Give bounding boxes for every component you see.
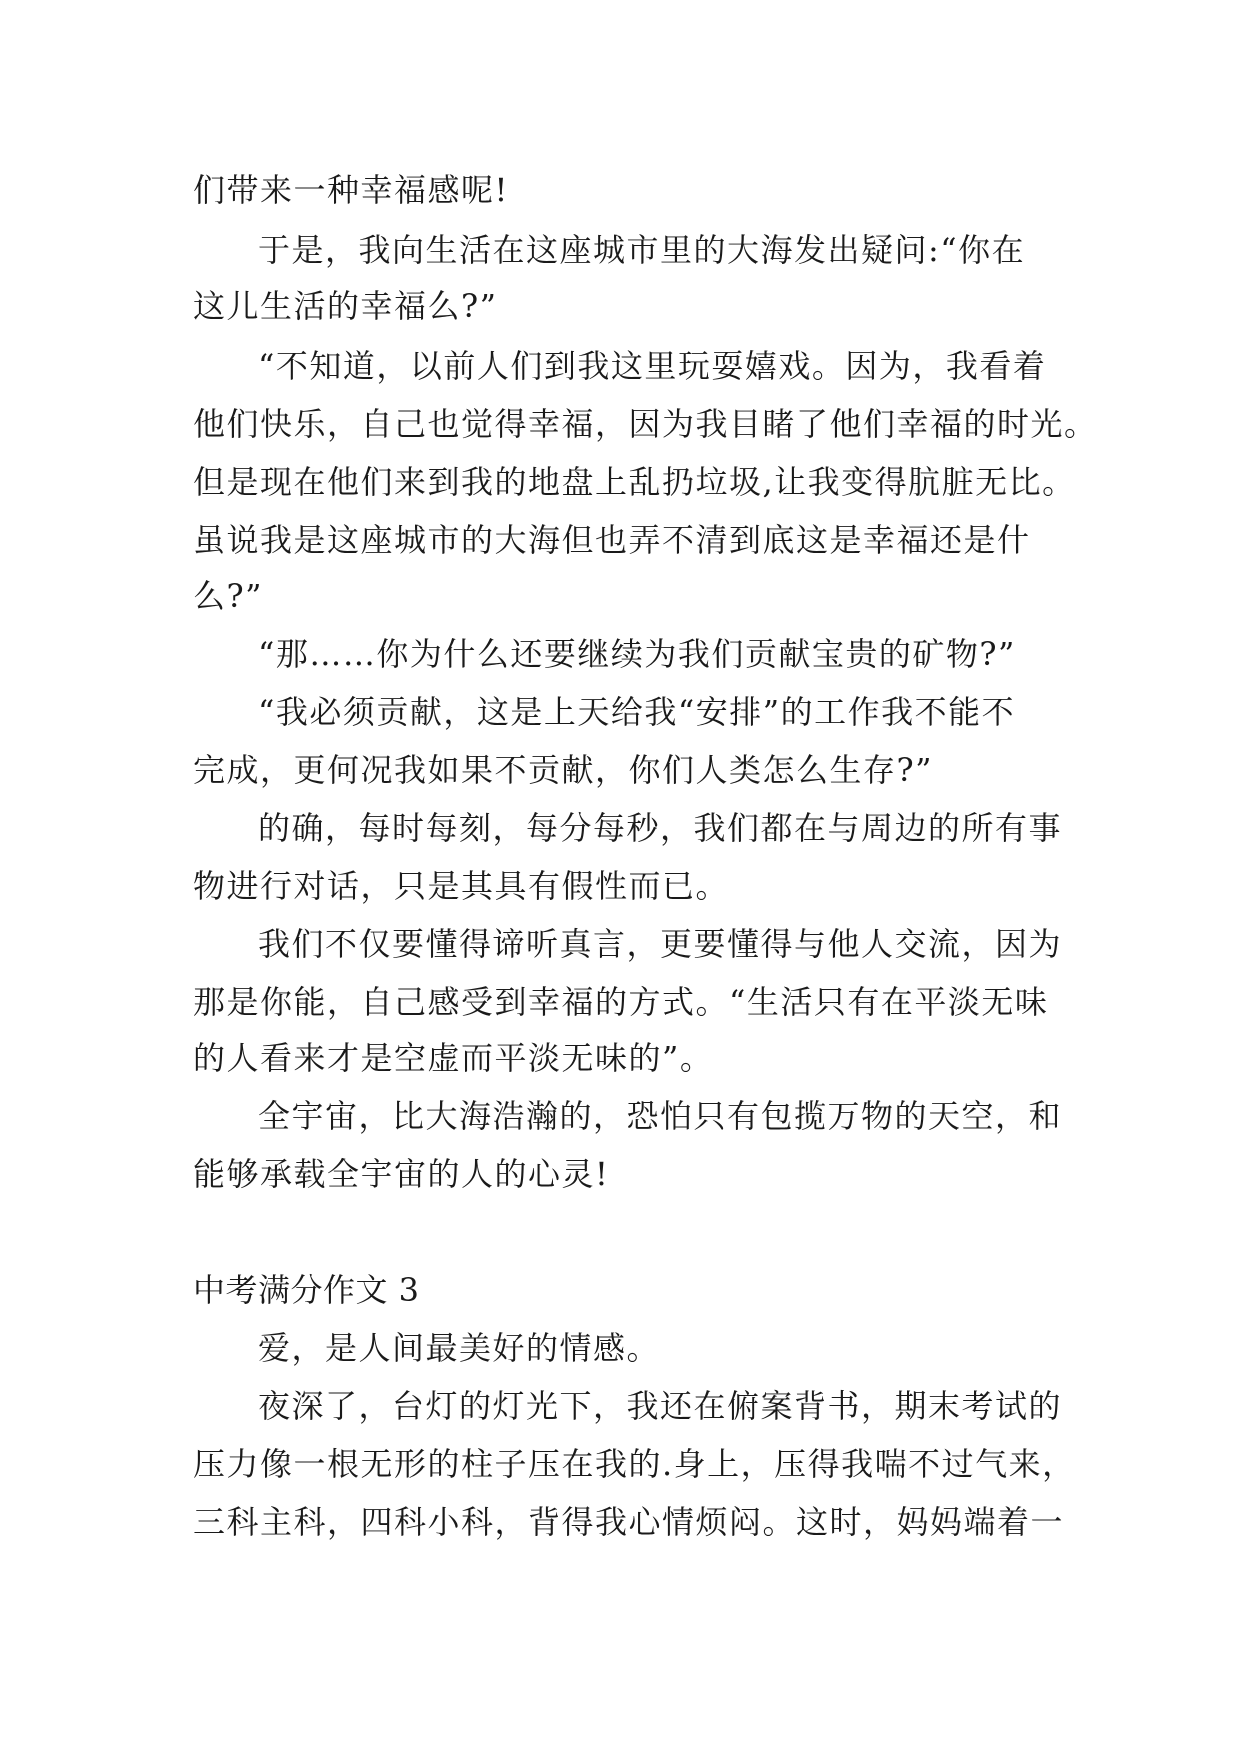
text-line: 完成，更何况我如果不贡献，你们人类怎么生存?”: [193, 751, 934, 789]
text-line: 物进行对话，只是其具有假性而已。: [193, 867, 730, 905]
text-line: 的人看来才是空虚而平淡无味的”。: [193, 1039, 714, 1077]
text-line: 全宇宙，比大海浩瀚的，恐怕只有包揽万物的天空，和: [258, 1097, 1063, 1135]
text-line: “不知道，以前人们到我这里玩耍嬉戏。因为，我看着: [258, 347, 1047, 385]
text-line: 那是你能，自己感受到幸福的方式。“生活只有在平淡无味: [193, 983, 1049, 1021]
section-heading: 中考满分作文 3: [193, 1271, 420, 1309]
text-line: “我必须贡献，这是上天给我“安排”的工作我不能不: [258, 693, 1016, 731]
text-line: 么?”: [193, 577, 264, 615]
text-line: 于是，我向生活在这座城市里的大海发出疑问:“你在: [258, 231, 1026, 269]
text-line: 压力像一根无形的柱子压在我的.身上，压得我喘不过气来，: [193, 1445, 1076, 1483]
text-line: 的确，每时每刻，每分每秒，我们都在与周边的所有事: [258, 809, 1063, 847]
text-line: “那……你为什么还要继续为我们贡献宝贵的矿物?”: [258, 635, 1016, 673]
text-line: 三科主科，四科小科，背得我心情烦闷。这时，妈妈端着一: [193, 1503, 1065, 1541]
text-line: 我们不仅要懂得谛听真言，更要懂得与他人交流，因为: [258, 925, 1063, 963]
text-line: 们带来一种幸福感呢!: [193, 171, 509, 209]
text-line: 虽说我是这座城市的大海但也弄不清到底这是幸福还是什: [193, 521, 1031, 559]
text-line: 夜深了，台灯的灯光下，我还在俯案背书，期末考试的: [258, 1387, 1063, 1425]
text-line: 他们快乐，自己也觉得幸福，因为我目睹了他们幸福的时光。: [193, 405, 1098, 443]
text-line: 但是现在他们来到我的地盘上乱扔垃圾,让我变得肮脏无比。: [193, 463, 1076, 501]
text-line: 能够承载全宇宙的人的心灵!: [193, 1155, 610, 1193]
text-line: 爱，是人间最美好的情感。: [258, 1329, 661, 1367]
text-line: 这儿生活的幸福么?”: [193, 287, 498, 325]
